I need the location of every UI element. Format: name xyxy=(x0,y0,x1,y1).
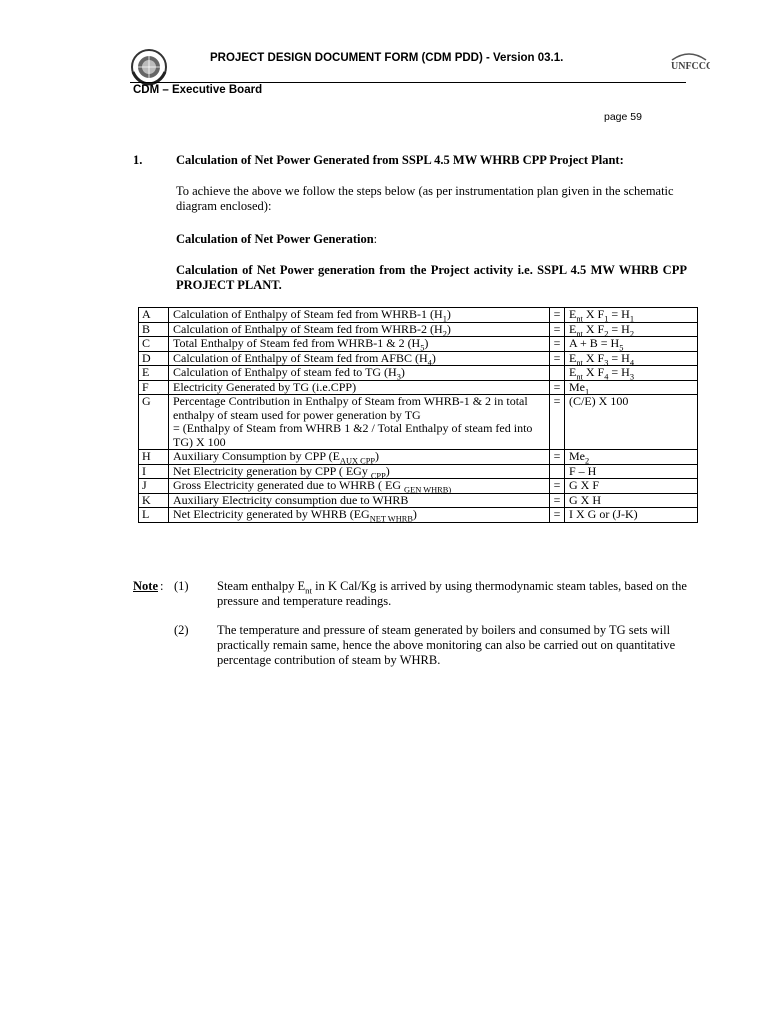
row-formula: I X G or (J-K) xyxy=(565,508,698,523)
row-equals: = xyxy=(550,508,565,523)
table-row xyxy=(139,308,698,323)
row-formula: $Me_1$ xyxy=(565,380,698,395)
row-equals: = xyxy=(550,395,565,450)
sub-heading-colon: : xyxy=(373,232,378,246)
row-equals: = xyxy=(550,351,565,366)
table-row xyxy=(139,380,698,395)
row-formula: G X F xyxy=(565,479,698,494)
note-2-number: (2) xyxy=(174,623,189,637)
row-id: D xyxy=(139,351,169,366)
note-label: Note xyxy=(133,579,158,593)
row-formula: $Me_2$ xyxy=(565,450,698,465)
row-description: Calculation of Enthalpy of Steam fed from AFBC $(H_4)$ xyxy=(169,351,550,366)
sub-heading-text: Calculation of Net Power Generation xyxy=(176,232,374,246)
row-description: Calculation of Enthalpy of steam fed to TG $(H_3)$ xyxy=(169,366,550,381)
table-row xyxy=(139,479,698,494)
row-id: F xyxy=(139,380,169,395)
row-formula: G X H xyxy=(565,493,698,508)
table-row xyxy=(139,450,698,465)
row-id: K xyxy=(139,493,169,508)
row-equals: = xyxy=(550,308,565,323)
row-equals xyxy=(550,464,565,479)
row-id: B xyxy=(139,322,169,337)
row-description: Auxiliary Consumption by CPP $(E_{AUX CPP})$ xyxy=(169,450,550,465)
row-formula: F – H xyxy=(565,464,698,479)
table-row xyxy=(139,366,698,381)
row-id: L xyxy=(139,508,169,523)
note-1-number: (1) xyxy=(174,579,189,593)
table-row xyxy=(139,508,698,523)
row-formula: $E_{nt}$ X $F_3 = H_4$ xyxy=(565,351,698,366)
row-equals: = xyxy=(550,493,565,508)
row-description: Auxiliary Electricity consumption due to WHRB xyxy=(169,493,550,508)
row-id: A xyxy=(139,308,169,323)
section-number: 1. xyxy=(133,153,143,167)
row-equals: = xyxy=(550,322,565,337)
table-row xyxy=(139,337,698,352)
row-equals: = xyxy=(550,380,565,395)
section-heading: Calculation of Net Power Generated from SSPL 4.5 MW WHRB CPP Project Plant: xyxy=(176,153,624,167)
sub-heading xyxy=(176,232,377,247)
document-title: PROJECT DESIGN DOCUMENT FORM (CDM PDD) - Version 03.1. xyxy=(210,52,564,64)
table-row xyxy=(139,493,698,508)
unfccc-logo-text: UNFCCC xyxy=(671,61,710,72)
row-description: Total Enthalpy of Steam fed from WHRB-1 & 2 $(H_5)$ xyxy=(169,337,550,352)
row-id: J xyxy=(139,479,169,494)
calculation-table xyxy=(138,307,698,523)
row-id: C xyxy=(139,337,169,352)
header-divider xyxy=(130,82,686,83)
row-id: E xyxy=(139,366,169,381)
table-row xyxy=(139,464,698,479)
header-subtitle: CDM – Executive Board xyxy=(133,84,263,96)
row-formula: $E_{nt}$ X $F_2 = H_2$ xyxy=(565,322,698,337)
row-description: Calculation of Enthalpy of Steam fed from WHRB-1 $(H_1)$ xyxy=(169,308,550,323)
row-formula: (C/E) X 100 xyxy=(565,395,698,450)
table-row xyxy=(139,351,698,366)
note-1-text: Steam enthalpy $E_{nt}$ in K Cal/Kg is arrived by using thermodynamic steam tables, based on the pressure and temperature readings. xyxy=(217,579,687,608)
row-description: Electricity Generated by TG (i.e.CPP) xyxy=(169,380,550,395)
table-row xyxy=(139,322,698,337)
row-description: Gross Electricity generated due to WHRB ( EG $_{GEN WHRB)}$ xyxy=(169,479,550,494)
row-formula: $E_{nt}$ X $F_4 = H_3$ xyxy=(565,366,698,381)
row-description: Net Electricity generated by WHRB $(EG_{NET WHRB})$ xyxy=(169,508,550,523)
activity-heading: Calculation of Net Power generation from the Project activity i.e. SSPL 4.5 MW WHRB CPP PROJECT PLANT. xyxy=(176,263,687,292)
note-2-text: The temperature and pressure of steam generated by boilers and consumed by TG sets will practically remain same, hence the above monitoring can also be carried out on quantitative percentage contribution of steam by WHRB. xyxy=(217,623,676,667)
row-id: I xyxy=(139,464,169,479)
page-number: page 59 xyxy=(604,111,642,123)
row-equals: = xyxy=(550,337,565,352)
table-row xyxy=(139,395,698,450)
calculation-table-body xyxy=(139,308,698,523)
unfccc-logo xyxy=(668,50,710,78)
intro-paragraph: To achieve the above we follow the steps below (as per instrumentation plan given in the schematic diagram enclosed): xyxy=(176,184,674,213)
row-formula: $E_{nt}$ X $F_1 = H_1$ xyxy=(565,308,698,323)
row-description: Percentage Contribution in Enthalpy of Steam from WHRB-1 & 2 in total enthalpy of steam used for power generation by TG = (Enthalpy of Steam from WHRB 1 &2 / Total Enthalpy of steam fed into TG) X 100 xyxy=(169,395,550,450)
row-id: H xyxy=(139,450,169,465)
row-description: Calculation of Enthalpy of Steam fed from WHRB-2 $(H_2)$ xyxy=(169,322,550,337)
note-colon: : xyxy=(160,579,164,593)
row-equals: = xyxy=(550,479,565,494)
un-emblem-logo xyxy=(130,48,168,86)
row-equals xyxy=(550,366,565,381)
row-formula: $A + B = H_5$ xyxy=(565,337,698,352)
row-id: G xyxy=(139,395,169,450)
row-equals: = xyxy=(550,450,565,465)
row-description: Net Electricity generation by CPP ( EGy $_{CPP}$) xyxy=(169,464,550,479)
